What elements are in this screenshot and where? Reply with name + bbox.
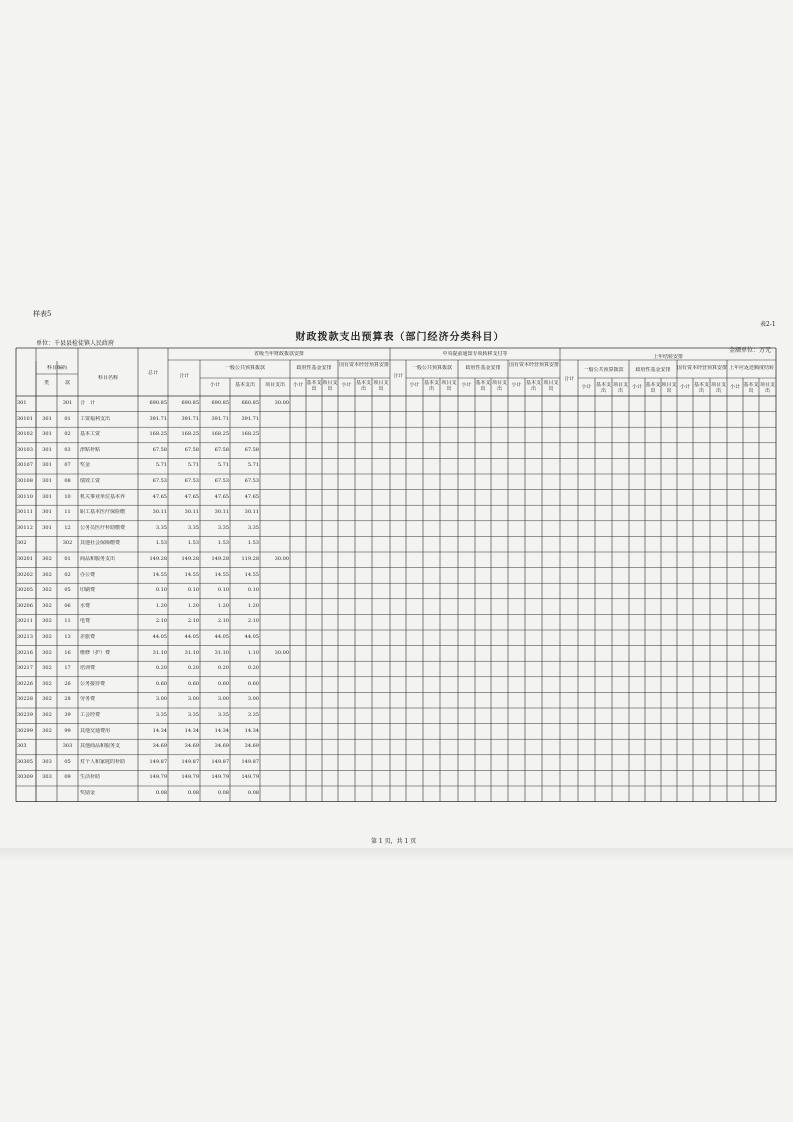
row-24-heji: 149.79 bbox=[181, 774, 199, 781]
row-3-xiaoji: 67.58 bbox=[214, 446, 229, 453]
header-g2-gb-xiaoji: 小计 bbox=[409, 382, 420, 388]
header-group-central: 中央提前通知专项转移支付等 bbox=[442, 351, 508, 357]
row-23-lei: 303 bbox=[42, 758, 52, 765]
row-20-name: 工会经费 bbox=[80, 712, 101, 718]
row-0-total: 690.85 bbox=[149, 400, 167, 406]
row-4-total: 5.71 bbox=[155, 462, 167, 469]
row-6-kuan: 10 bbox=[64, 493, 71, 500]
row-16-name: 维修（护）费 bbox=[80, 649, 111, 656]
row-13-basic: 1.20 bbox=[247, 602, 259, 609]
row-2-xiaoji: 168.25 bbox=[211, 431, 229, 438]
row-7-basic: 30.11 bbox=[244, 509, 259, 516]
row-1-code: 30101 bbox=[17, 415, 33, 422]
header-g2-govfund: 政府性基金安排 bbox=[465, 365, 501, 371]
header-g1-general: 一般公共预算拨款 bbox=[224, 365, 265, 371]
header-g3-gf-project: 项目支出 bbox=[661, 382, 677, 394]
row-7-kuan: 11 bbox=[64, 509, 71, 516]
row-23-total: 149.87 bbox=[149, 758, 167, 765]
row-5-code: 30108 bbox=[17, 478, 33, 484]
row-19-code: 30228 bbox=[17, 696, 33, 703]
header-g2-capital: 国有资本经营预算安排 bbox=[508, 362, 559, 368]
row-14-kuan: 11 bbox=[64, 618, 71, 625]
header-g3-gb-xiaoji: 小计 bbox=[581, 384, 592, 390]
row-0-kuan: 301 bbox=[62, 400, 73, 406]
row-1-total: 391.71 bbox=[149, 415, 167, 422]
row-10-total: 149.28 bbox=[149, 556, 167, 562]
row-22-name: 其他商品和服务支 bbox=[80, 743, 121, 750]
row-8-lei: 301 bbox=[42, 524, 52, 531]
row-17-name: 培训费 bbox=[80, 665, 96, 672]
row-25-basic: 0.08 bbox=[247, 790, 259, 796]
row-1-basic: 391.71 bbox=[241, 415, 259, 422]
header-g3-gf-xiaoji: 小计 bbox=[631, 384, 642, 390]
row-8-heji: 3.35 bbox=[187, 524, 199, 531]
row-14-heji: 2.10 bbox=[187, 618, 199, 625]
row-10-heji: 149.28 bbox=[181, 556, 199, 562]
row-6-basic: 47.65 bbox=[244, 493, 259, 500]
row-21-xiaoji: 14.34 bbox=[214, 727, 229, 734]
row-17-basic: 0.20 bbox=[247, 665, 259, 672]
row-19-kuan: 28 bbox=[64, 696, 71, 703]
row-13-kuan: 06 bbox=[64, 602, 71, 609]
row-16-code: 30216 bbox=[17, 649, 33, 656]
header-g2-gf-basic: 基本支出 bbox=[475, 380, 491, 392]
row-17-xiaoji: 0.20 bbox=[217, 665, 229, 672]
header-g1-sc-basic: 基本支出 bbox=[355, 380, 371, 392]
row-3-kuan: 03 bbox=[64, 446, 71, 453]
header-g1-govfund: 政府性基金安排 bbox=[296, 365, 332, 371]
row-2-kuan: 02 bbox=[64, 431, 71, 438]
header-g1-gf-project: 项目支出 bbox=[322, 380, 338, 392]
row-0-code: 301 bbox=[17, 400, 27, 406]
row-6-xiaoji: 47.65 bbox=[214, 493, 229, 500]
row-19-lei: 302 bbox=[42, 696, 52, 703]
row-3-name: 津贴补贴 bbox=[80, 446, 101, 453]
row-1-lei: 301 bbox=[42, 415, 52, 422]
row-13-name: 水费 bbox=[80, 602, 91, 609]
row-1-xiaoji: 391.71 bbox=[211, 415, 229, 422]
row-10-kuan: 01 bbox=[64, 556, 71, 562]
header-g1-xiaoji: 小计 bbox=[209, 382, 220, 388]
row-4-code: 30107 bbox=[17, 462, 33, 469]
row-24-name: 生活补助 bbox=[80, 774, 101, 781]
row-9-kuan: 302 bbox=[62, 540, 73, 547]
row-17-total: 0.20 bbox=[155, 665, 167, 672]
row-14-code: 30211 bbox=[17, 618, 33, 625]
header-g3-heji: 合计 bbox=[563, 376, 574, 382]
row-6-heji: 47.65 bbox=[184, 493, 199, 500]
header-g1-project: 项目支出 bbox=[264, 382, 285, 388]
row-23-basic: 149.87 bbox=[241, 758, 259, 765]
row-22-heji: 34.69 bbox=[184, 743, 199, 750]
row-24-lei: 303 bbox=[42, 774, 52, 781]
header-g3-capital: 国有资本经营预算安排 bbox=[677, 365, 727, 371]
row-16-project: 30.00 bbox=[274, 649, 289, 656]
row-1-heji: 391.71 bbox=[181, 415, 199, 422]
row-2-heji: 168.25 bbox=[181, 431, 199, 438]
row-11-code: 30202 bbox=[17, 571, 33, 578]
header-g3-prior: 上年应返还额度结转 bbox=[728, 365, 774, 371]
row-22-code: 303 bbox=[17, 743, 27, 750]
header-g3-pb-project: 项目支出 bbox=[759, 382, 775, 394]
row-11-total: 14.55 bbox=[152, 571, 167, 578]
row-7-total: 30.11 bbox=[152, 509, 167, 516]
row-0-basic: 660.85 bbox=[241, 400, 259, 406]
row-12-total: 0.10 bbox=[155, 587, 167, 594]
row-1-kuan: 01 bbox=[64, 415, 71, 422]
row-9-name: 其他社会保障缴费 bbox=[80, 540, 121, 547]
row-20-code: 30239 bbox=[17, 712, 33, 718]
row-19-heji: 3.00 bbox=[187, 696, 199, 703]
header-group-current: 省级当年财政拨款安排 bbox=[253, 351, 304, 357]
header-g2-general: 一般公共预算拨款 bbox=[411, 365, 452, 371]
row-2-basic: 168.25 bbox=[241, 431, 259, 438]
money-unit-label: 金额单位：万元 bbox=[729, 347, 772, 354]
row-6-code: 30110 bbox=[17, 493, 33, 500]
row-18-total: 0.60 bbox=[155, 680, 167, 687]
row-22-total: 34.69 bbox=[152, 743, 167, 750]
row-15-code: 30213 bbox=[17, 634, 33, 640]
header-g3-general: 一般公共预算拨款 bbox=[583, 367, 624, 373]
header-g2-sc-xiaoji: 小计 bbox=[511, 382, 522, 388]
row-25-name: 奖励金 bbox=[80, 790, 96, 796]
row-19-basic: 3.00 bbox=[247, 696, 259, 703]
row-17-heji: 0.20 bbox=[187, 665, 199, 672]
row-15-xiaoji: 44.05 bbox=[214, 634, 229, 640]
row-5-total: 67.53 bbox=[152, 478, 167, 484]
row-13-code: 30206 bbox=[17, 602, 33, 609]
row-13-xiaoji: 1.20 bbox=[217, 602, 229, 609]
header-g3-gb-project: 项目支出 bbox=[612, 382, 628, 394]
header-g3-pb-xiaoji: 小计 bbox=[729, 384, 740, 390]
row-10-lei: 302 bbox=[42, 556, 52, 562]
row-15-heji: 44.05 bbox=[184, 634, 199, 640]
row-23-name: 对个人和家庭的补助 bbox=[80, 758, 126, 765]
row-20-kuan: 39 bbox=[64, 712, 71, 718]
row-3-lei: 301 bbox=[42, 446, 52, 453]
row-21-code: 30299 bbox=[17, 727, 33, 734]
row-18-xiaoji: 0.60 bbox=[217, 680, 229, 687]
row-9-xiaoji: 1.53 bbox=[217, 540, 229, 547]
header-g1-gf-basic: 基本支出 bbox=[306, 380, 322, 392]
row-14-name: 电费 bbox=[80, 618, 91, 625]
header-lei: 类 bbox=[43, 380, 49, 386]
row-24-total: 149.79 bbox=[149, 774, 167, 781]
row-18-lei: 302 bbox=[42, 680, 52, 687]
header-g2-gf-xiaoji: 小计 bbox=[461, 382, 472, 388]
row-23-kuan: 05 bbox=[64, 758, 71, 765]
row-22-xiaoji: 34.69 bbox=[214, 743, 229, 750]
row-11-name: 办公费 bbox=[80, 571, 96, 578]
unit-label: 单位：千县县检徒镇人民政府 bbox=[36, 340, 115, 347]
header-g2-sc-basic: 基本支出 bbox=[525, 380, 541, 392]
row-16-total: 31.10 bbox=[152, 649, 167, 656]
row-12-heji: 0.10 bbox=[187, 587, 199, 594]
row-11-kuan: 02 bbox=[64, 571, 71, 578]
row-4-lei: 301 bbox=[42, 462, 52, 469]
row-14-total: 2.10 bbox=[155, 618, 167, 625]
row-22-basic: 34.69 bbox=[244, 743, 259, 750]
header-g2-gf-project: 项目支出 bbox=[491, 380, 507, 392]
row-13-lei: 302 bbox=[42, 602, 52, 609]
row-11-lei: 302 bbox=[42, 571, 52, 578]
header-g3-pb-basic: 基本支出 bbox=[743, 382, 759, 394]
row-24-xiaoji: 149.79 bbox=[211, 774, 229, 781]
row-14-basic: 2.10 bbox=[247, 618, 259, 625]
row-20-xiaoji: 3.35 bbox=[217, 712, 229, 718]
row-19-name: 劳务费 bbox=[80, 696, 96, 703]
row-17-lei: 302 bbox=[42, 665, 52, 672]
row-15-kuan: 13 bbox=[64, 634, 71, 640]
row-9-code: 302 bbox=[17, 540, 27, 547]
row-23-xiaoji: 149.87 bbox=[211, 758, 229, 765]
header-g3-sc-basic: 基本支出 bbox=[693, 382, 709, 394]
header-g1-gf-xiaoji: 小计 bbox=[292, 382, 303, 388]
form-tag: 样表5 bbox=[33, 310, 52, 318]
row-2-name: 基本工资 bbox=[80, 431, 101, 438]
row-25-heji: 0.08 bbox=[187, 790, 199, 796]
row-16-basic: 1.10 bbox=[247, 649, 259, 656]
row-7-heji: 30.11 bbox=[184, 509, 199, 516]
header-g3-gb-basic: 基本支出 bbox=[595, 382, 611, 394]
header-g1-basic: 基本支出 bbox=[234, 382, 255, 388]
header-g3-gf-basic: 基本支出 bbox=[645, 382, 661, 394]
row-4-xiaoji: 5.71 bbox=[217, 462, 229, 469]
row-16-heji: 31.10 bbox=[184, 649, 199, 656]
row-0-name: 合 计 bbox=[80, 400, 96, 406]
row-8-total: 3.35 bbox=[155, 524, 167, 531]
row-20-total: 3.35 bbox=[155, 712, 167, 718]
row-0-heji: 690.85 bbox=[181, 400, 199, 406]
row-7-xiaoji: 30.11 bbox=[214, 509, 229, 516]
row-18-heji: 0.60 bbox=[187, 680, 199, 687]
row-7-name: 职工基本医疗保险缴 bbox=[80, 509, 126, 516]
page-title: 财政拨款支出预算表（部门经济分类科目） bbox=[295, 332, 505, 343]
header-g1-sc-project: 项目支出 bbox=[373, 380, 389, 392]
row-13-total: 1.20 bbox=[155, 602, 167, 609]
row-25-xiaoji: 0.08 bbox=[217, 790, 229, 796]
row-9-heji: 1.53 bbox=[187, 540, 199, 547]
header-g2-heji: 合计 bbox=[392, 373, 403, 379]
row-1-name: 工资福利支出 bbox=[80, 415, 111, 422]
row-6-name: 机关事业单位基本养 bbox=[80, 493, 126, 500]
header-subject-code: 科目编码 bbox=[46, 365, 67, 371]
row-8-name: 公务员医疗补助缴费 bbox=[80, 524, 126, 531]
row-14-xiaoji: 2.10 bbox=[217, 618, 229, 625]
row-10-project: 30.00 bbox=[274, 556, 289, 562]
row-16-lei: 302 bbox=[42, 649, 52, 656]
row-10-code: 30201 bbox=[17, 556, 33, 562]
row-12-xiaoji: 0.10 bbox=[217, 587, 229, 594]
row-5-xiaoji: 67.53 bbox=[214, 478, 229, 484]
row-18-basic: 0.60 bbox=[247, 680, 259, 687]
row-21-basic: 14.34 bbox=[244, 727, 259, 734]
row-3-total: 67.58 bbox=[152, 446, 167, 453]
row-4-heji: 5.71 bbox=[187, 462, 199, 469]
row-11-heji: 14.55 bbox=[184, 571, 199, 578]
row-16-xiaoji: 31.10 bbox=[214, 649, 229, 656]
row-15-basic: 44.05 bbox=[244, 634, 259, 640]
header-g3-sc-xiaoji: 小计 bbox=[679, 384, 690, 390]
header-g3-sc-project: 项目支出 bbox=[710, 382, 726, 394]
row-2-lei: 301 bbox=[42, 431, 52, 438]
header-g1-heji: 合计 bbox=[178, 373, 189, 379]
table-number: 表2-1 bbox=[760, 321, 776, 328]
row-6-total: 47.65 bbox=[152, 493, 167, 500]
page-footer: 第 1 页，共 1 页 bbox=[371, 838, 417, 845]
row-9-basic: 1.53 bbox=[247, 540, 259, 547]
row-9-total: 1.53 bbox=[155, 540, 167, 547]
header-g2-gb-project: 项目支出 bbox=[441, 380, 457, 392]
row-8-code: 30112 bbox=[17, 524, 33, 531]
row-12-code: 30205 bbox=[17, 587, 33, 594]
row-3-heji: 67.58 bbox=[184, 446, 199, 453]
header-total: 总计 bbox=[147, 370, 158, 376]
header-kuan: 款 bbox=[64, 380, 70, 386]
row-12-kuan: 05 bbox=[64, 587, 71, 594]
row-20-basic: 3.35 bbox=[247, 712, 259, 718]
row-24-code: 30309 bbox=[17, 774, 33, 781]
row-24-kuan: 09 bbox=[64, 774, 71, 781]
row-20-heji: 3.35 bbox=[187, 712, 199, 718]
header-g1-sc-xiaoji: 小计 bbox=[341, 382, 352, 388]
row-14-lei: 302 bbox=[42, 618, 52, 625]
row-25-total: 0.08 bbox=[155, 790, 167, 796]
row-11-xiaoji: 14.55 bbox=[214, 571, 229, 578]
header-g3-govfund: 政府性基金安排 bbox=[635, 367, 671, 373]
row-18-code: 30226 bbox=[17, 680, 33, 687]
row-7-code: 30111 bbox=[17, 509, 33, 516]
row-0-project: 30.00 bbox=[274, 400, 289, 406]
header-g2-sc-project: 项目支出 bbox=[543, 380, 559, 392]
row-18-name: 公务接待费 bbox=[80, 680, 106, 687]
row-24-basic: 149.79 bbox=[241, 774, 259, 781]
row-5-lei: 301 bbox=[42, 478, 52, 484]
row-8-xiaoji: 3.35 bbox=[217, 524, 229, 531]
row-5-heji: 67.53 bbox=[184, 478, 199, 484]
row-5-basic: 67.53 bbox=[244, 478, 259, 484]
row-8-kuan: 12 bbox=[64, 524, 71, 531]
row-12-basic: 0.10 bbox=[247, 587, 259, 594]
row-23-heji: 149.87 bbox=[181, 758, 199, 765]
row-8-basic: 3.35 bbox=[247, 524, 259, 531]
row-0-xiaoji: 690.85 bbox=[211, 400, 229, 406]
row-12-lei: 302 bbox=[42, 587, 52, 594]
row-17-code: 30217 bbox=[17, 665, 33, 672]
row-21-name: 其他交通费用 bbox=[80, 727, 111, 734]
row-10-xiaoji: 149.28 bbox=[211, 556, 229, 562]
row-19-total: 3.00 bbox=[155, 696, 167, 703]
row-19-xiaoji: 3.00 bbox=[217, 696, 229, 703]
row-7-lei: 301 bbox=[42, 509, 52, 516]
row-3-code: 30103 bbox=[17, 446, 33, 453]
row-10-name: 商品和服务支出 bbox=[80, 556, 116, 562]
row-3-basic: 67.58 bbox=[244, 446, 259, 453]
row-21-heji: 14.34 bbox=[184, 727, 199, 734]
row-15-name: 差旅费 bbox=[80, 634, 96, 640]
row-4-kuan: 07 bbox=[64, 462, 71, 469]
header-g1-capital: 国有资本经营预算安排 bbox=[338, 362, 389, 368]
row-5-name: 绩效工资 bbox=[80, 478, 101, 484]
row-4-basic: 5.71 bbox=[247, 462, 259, 469]
row-13-heji: 1.20 bbox=[187, 602, 199, 609]
row-20-lei: 302 bbox=[42, 712, 52, 718]
row-5-kuan: 08 bbox=[64, 478, 71, 484]
row-15-lei: 302 bbox=[42, 634, 52, 640]
header-subject-name: 科目名称 bbox=[97, 375, 118, 381]
row-21-total: 14.34 bbox=[152, 727, 167, 734]
row-22-kuan: 303 bbox=[62, 743, 73, 750]
header-g2-gb-basic: 基本支出 bbox=[423, 380, 439, 392]
row-12-name: 印刷费 bbox=[80, 587, 96, 594]
row-4-name: 奖金 bbox=[80, 462, 91, 469]
row-17-kuan: 17 bbox=[64, 665, 71, 672]
row-10-basic: 119.28 bbox=[241, 556, 259, 562]
row-15-total: 44.05 bbox=[152, 634, 167, 640]
row-16-kuan: 16 bbox=[64, 649, 71, 656]
row-18-kuan: 26 bbox=[64, 680, 71, 687]
row-11-basic: 14.55 bbox=[244, 571, 259, 578]
header-group-prior: 上年结转安排 bbox=[652, 354, 683, 360]
row-21-kuan: 99 bbox=[64, 727, 71, 734]
row-6-lei: 301 bbox=[42, 493, 52, 500]
row-2-total: 168.25 bbox=[149, 431, 167, 438]
row-21-lei: 302 bbox=[42, 727, 52, 734]
row-2-code: 30102 bbox=[17, 431, 33, 438]
row-23-code: 30305 bbox=[17, 758, 33, 765]
